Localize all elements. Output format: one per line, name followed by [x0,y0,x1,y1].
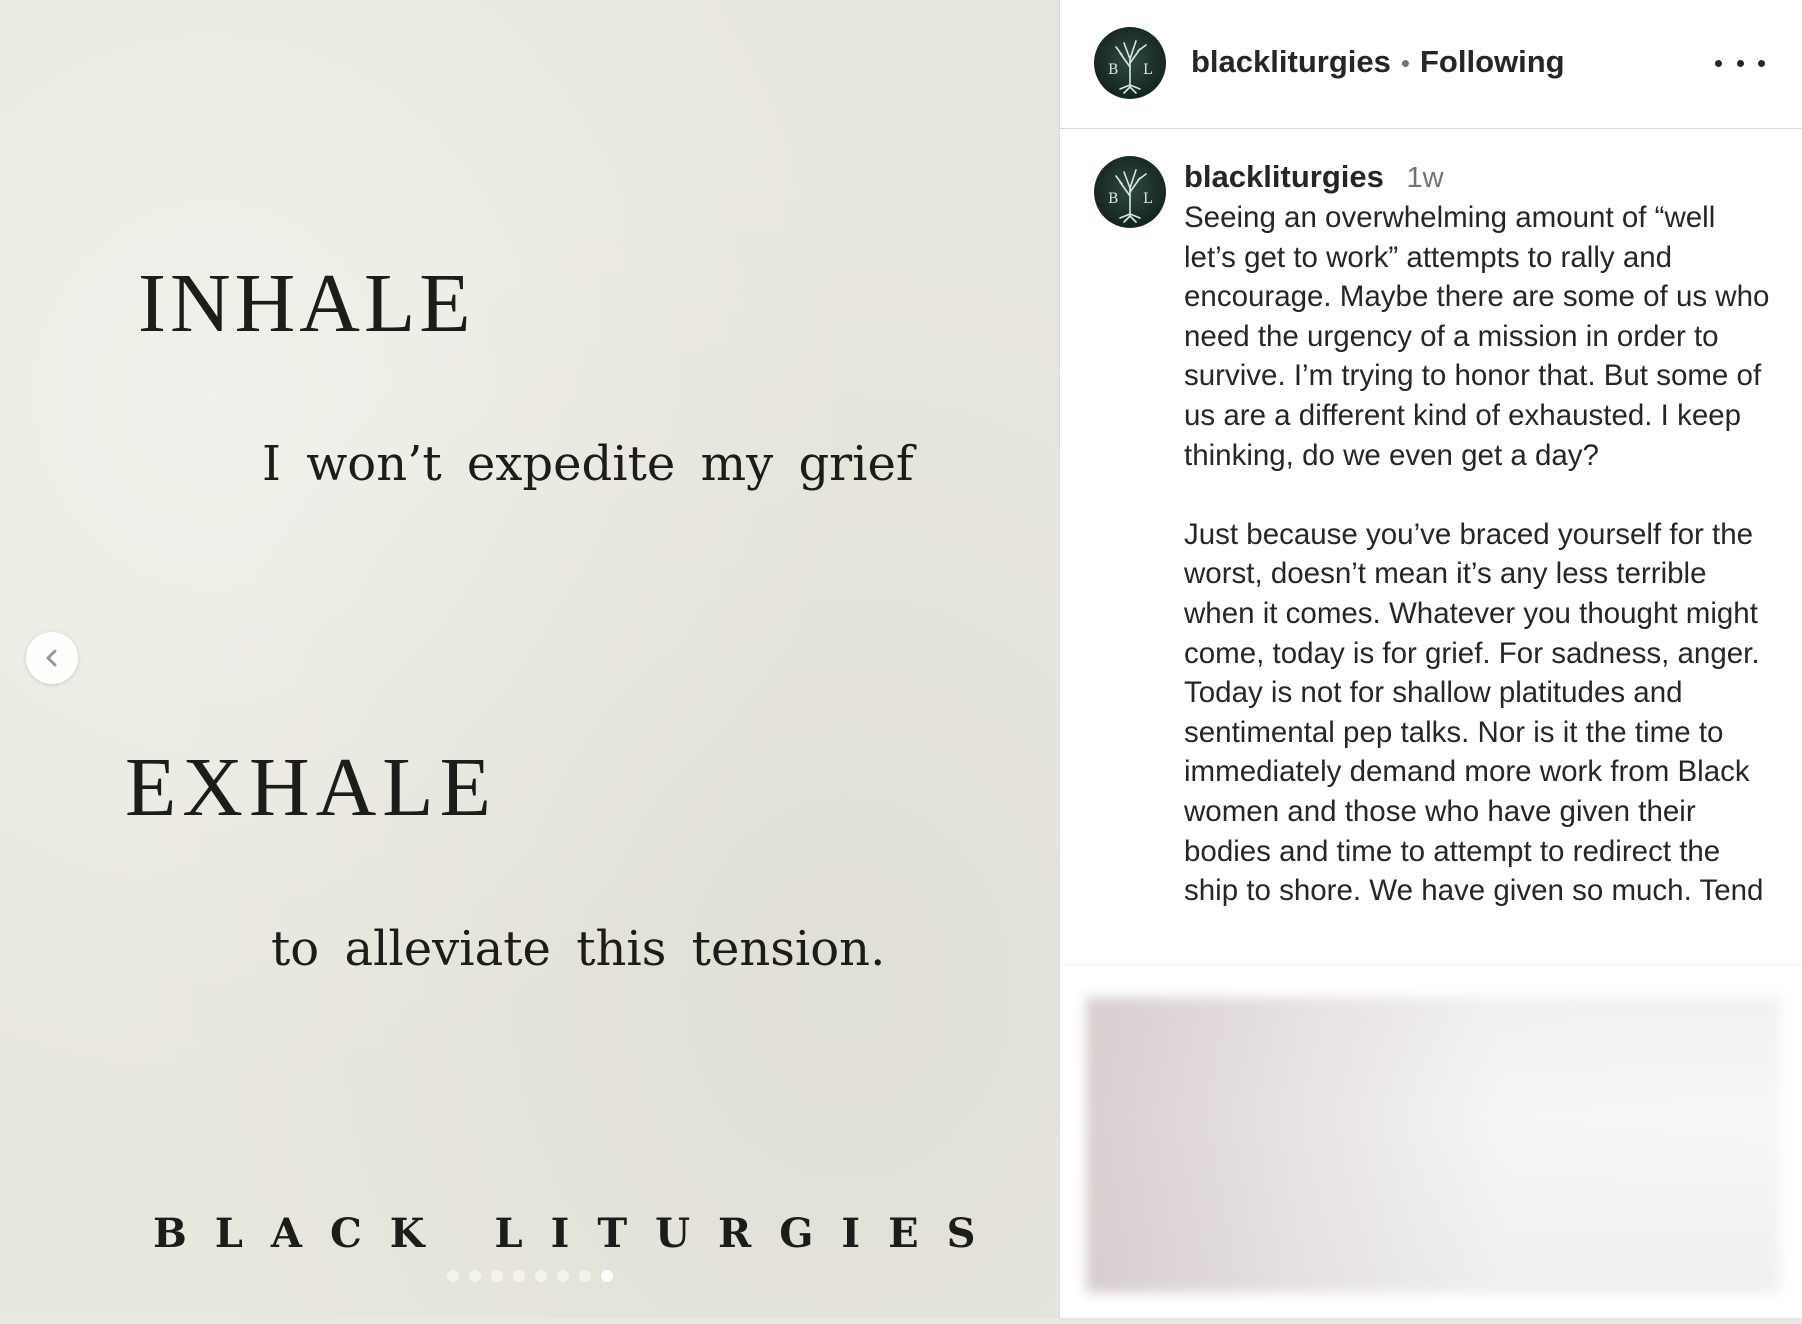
poem-inhale: INHALE [138,257,475,350]
carousel-dot [601,1270,613,1282]
carousel-dot [491,1270,503,1282]
header-separator: • [1400,48,1410,78]
caption-username[interactable]: blackliturgies [1184,159,1384,194]
avatar[interactable] [1094,27,1166,99]
svg-text:B: B [1108,62,1119,78]
poem-exhale: EXHALE [125,741,497,834]
brand-mark: BLACK LITURGIES [153,1210,1004,1257]
redacted-region [1086,997,1780,1293]
caption-area[interactable] [1060,129,1802,964]
svg-text:L: L [1143,191,1153,207]
previous-slide-button[interactable] [26,632,78,684]
caption-text [1184,198,1774,950]
svg-text:B: B [1108,191,1119,207]
bottom-divider [0,1318,1802,1324]
poem-line-1: I won’t expedite my grief [262,436,914,492]
header-names [1191,44,1565,80]
carousel-dot [513,1270,525,1282]
carousel-dot [535,1270,547,1282]
post-header [1060,0,1802,129]
chevron-left-icon [41,647,63,669]
carousel-dot [557,1270,569,1282]
tree-logo-icon [1094,156,1166,228]
poem-line-2: to alleviate this tension. [271,921,886,977]
caption-head [1184,159,1444,195]
caption-avatar[interactable] [1094,156,1166,228]
following-button[interactable]: Following [1419,44,1565,79]
caption-timestamp[interactable]: 1w [1406,162,1444,194]
post-footer [1060,964,1802,1319]
caption-paragraph-1: Seeing an overwhelming amount of “well let’s get to work” attempts to rally and encourage. Maybe there are some of us who need the urgency of a mission in order to survive. I’m trying to honor that. But some of us are a different kind of exhausted. I keep thinking, do we even get a day? [1184,201,1770,472]
tree-logo-icon [1094,27,1166,99]
caption-paragraph-2: Just because you’ve braced yourself for the worst, doesn’t mean it’s any less terrible when it comes. Whatever you thought might come, today is for grief. For sadness, anger. Today is not for shallow platitudes and sentimental pep talks. Nor is it the time to immediately demand more work from Black women and those who have given their bodies and time to attempt to redirect the ship to shore. We have given so much. Tend [1184,517,1764,908]
carousel-indicator [447,1270,613,1282]
post-sidebar [1059,0,1802,1318]
carousel-dot [469,1270,481,1282]
header-username[interactable]: blackliturgies [1191,44,1391,79]
carousel-dot [447,1270,459,1282]
more-options-icon[interactable] [1715,48,1765,78]
carousel-dot [579,1270,591,1282]
svg-text:L: L [1143,62,1153,78]
